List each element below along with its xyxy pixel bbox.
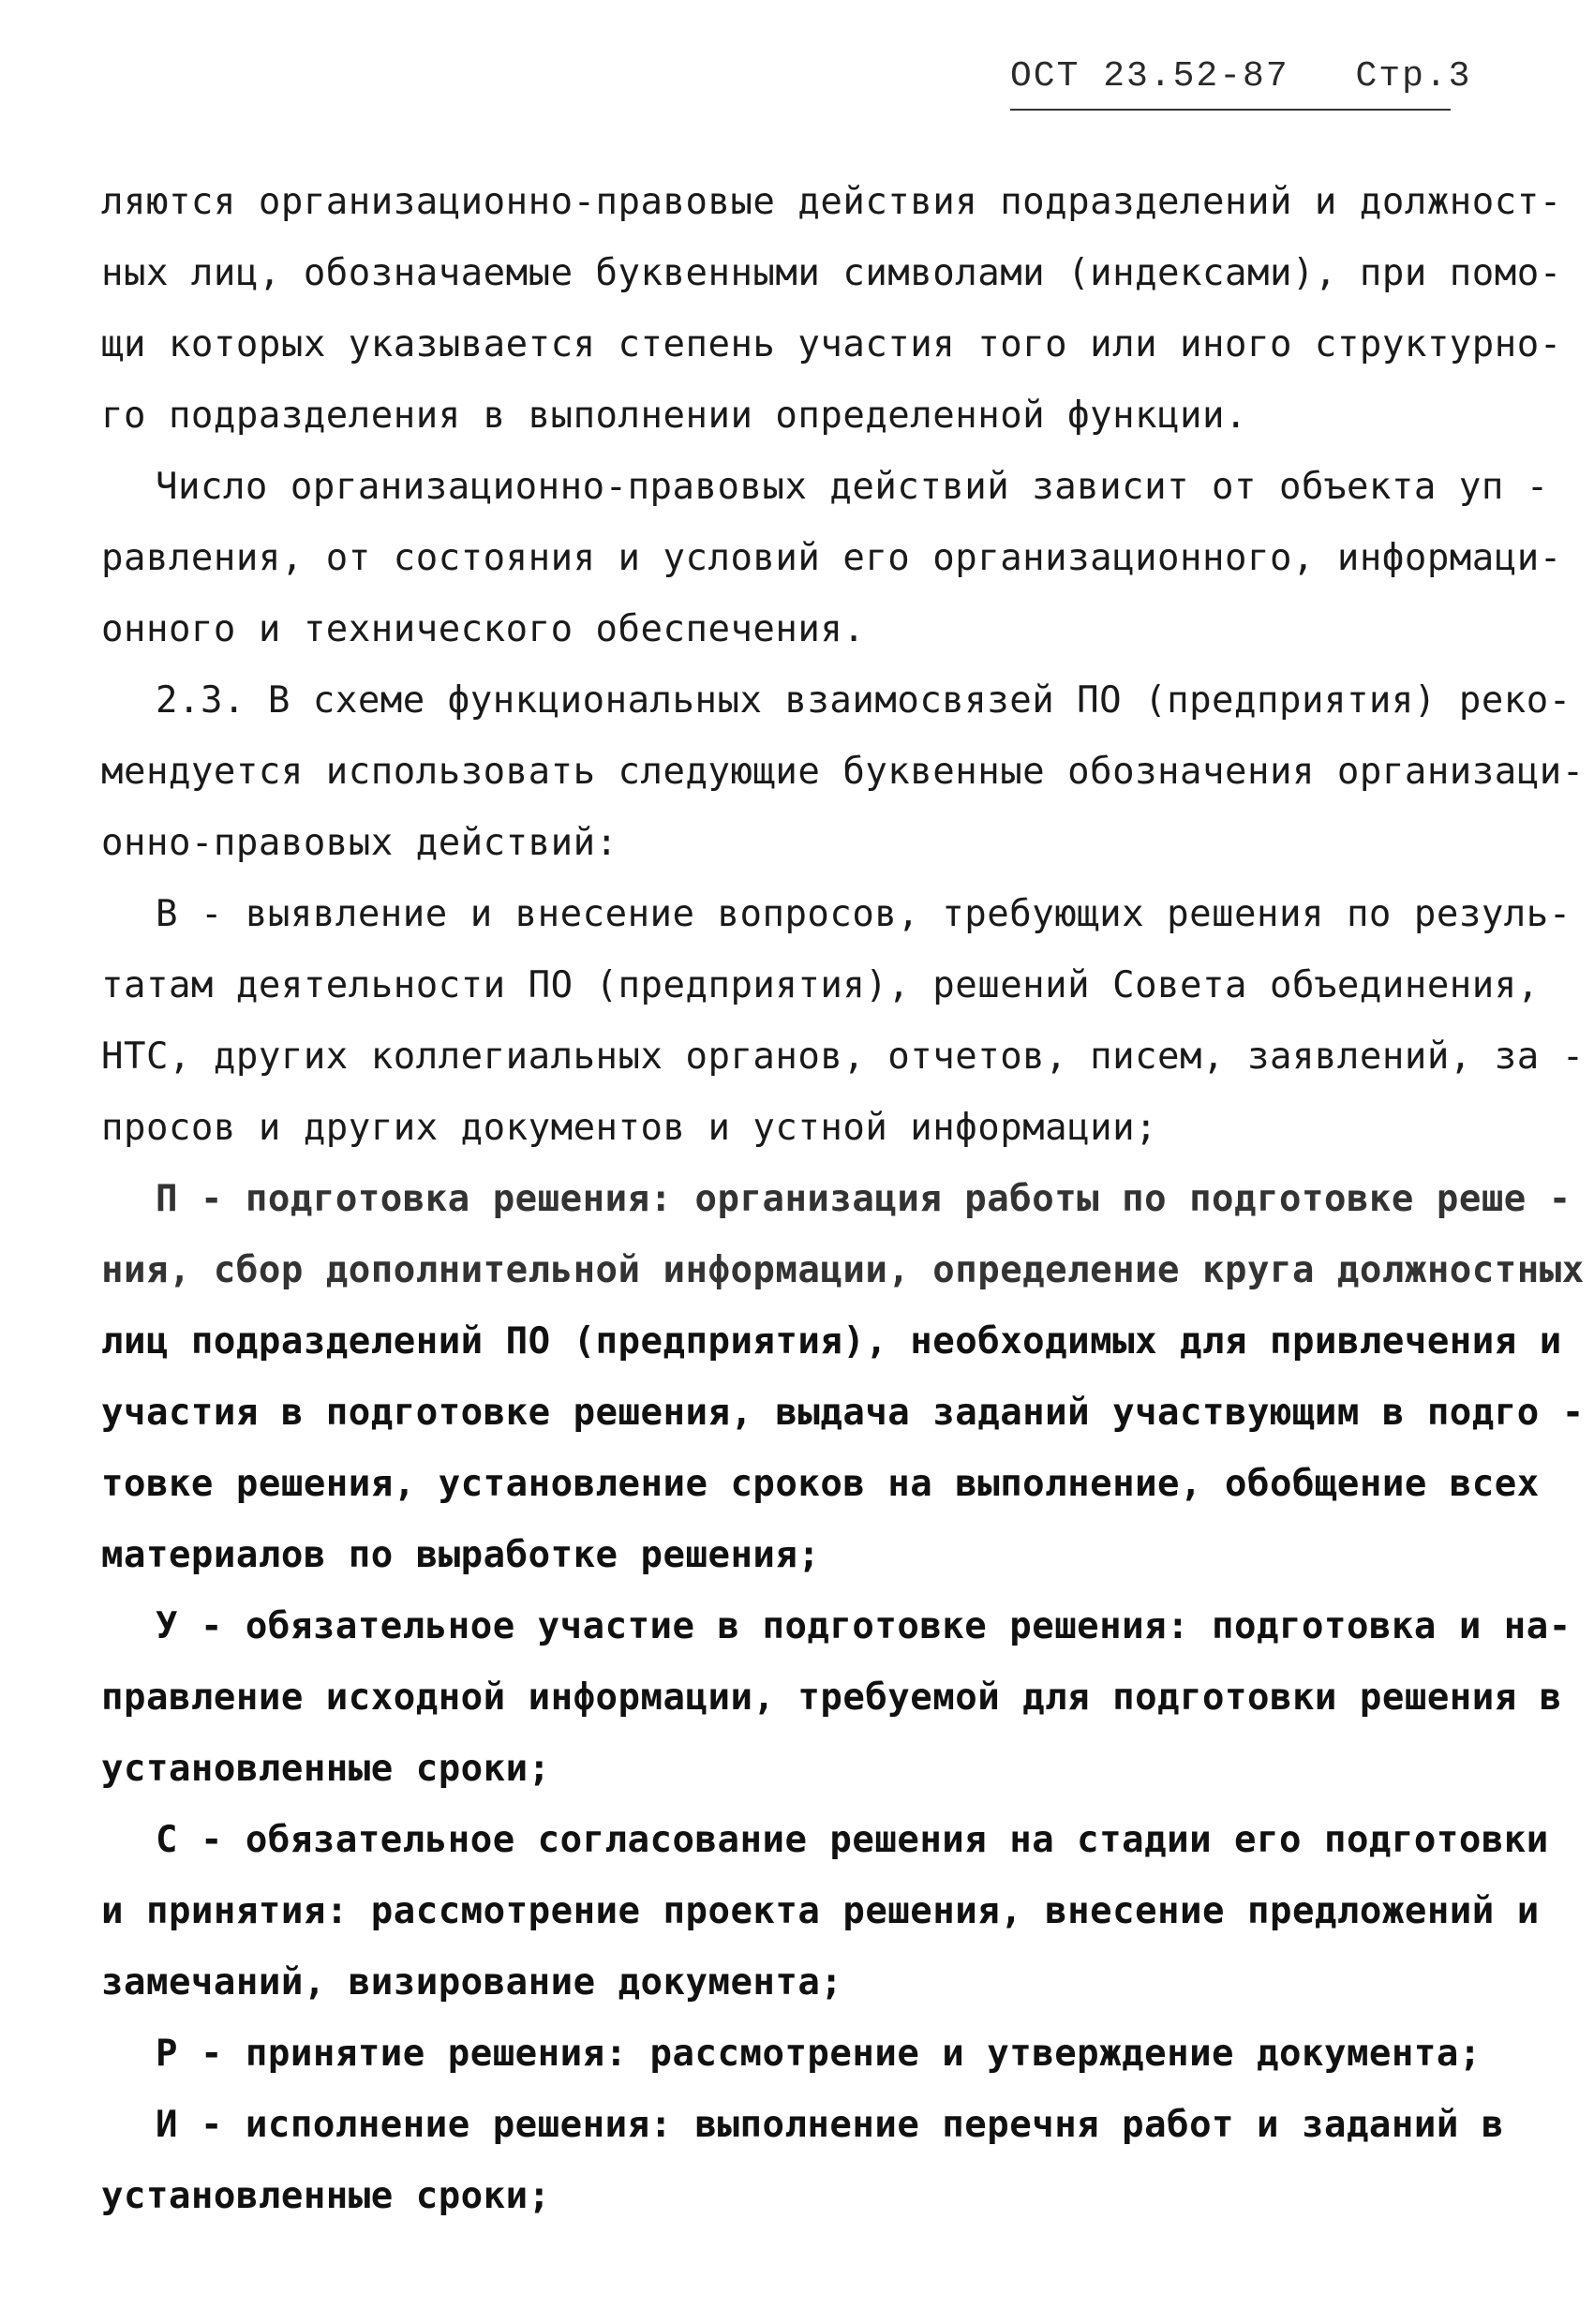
text-line: Число организационно-правовых действий зависит от объекта уп - <box>156 466 1549 508</box>
section-heading-line: 2.3. В схеме функциональных взаимосвязей ПО (предприятия) реко- <box>156 679 1572 722</box>
document-body <box>101 167 1585 2232</box>
text-line: и принятия: рассмотрение проекта решения, внесение предложений и <box>101 1890 1540 1932</box>
text-line: ляются организационно-правовые действия подразделений и должност- <box>101 181 1562 223</box>
definition-line-r: Р - принятие решения: рассмотрение и утверждение документа; <box>156 2033 1482 2075</box>
text-line: правление исходной информации, требуемой для подготовки решения в <box>101 1676 1562 1719</box>
text-line: материалов по выработке решения; <box>101 1534 821 1576</box>
text-line: мендуется использовать следующие буквенные обозначения организаци- <box>101 751 1585 793</box>
text-line: онно-правовых действий: <box>101 822 618 864</box>
text-line: равления, от состояния и условий его организационного, информаци- <box>101 537 1562 579</box>
text-line: ния, сбор дополнительной информации, определение круга должностных <box>101 1249 1585 1291</box>
definition-line-v: В - выявление и внесение вопросов, требующих решения по резуль- <box>156 893 1572 935</box>
document-code: ОСТ 23.52-87 <box>1010 56 1289 97</box>
text-line: татам деятельности ПО (предприятия), решений Совета объединения, <box>101 964 1540 1006</box>
text-line: установленные сроки; <box>101 1748 551 1790</box>
text-line: лиц подразделений ПО (предприятия), необходимых для привлечения и <box>101 1320 1562 1363</box>
definition-line-u: У - обязательное участие в подготовке решения: подготовка и на- <box>156 1605 1572 1647</box>
page-number: Стр.3 <box>1355 56 1472 97</box>
text-line: НТС, других коллегиальных органов, отчетов, писем, заявлений, за - <box>101 1035 1585 1078</box>
text-line: товке решения, установление сроков на выполнение, обобщение всех <box>101 1463 1540 1505</box>
definition-line-s: С - обязательное согласование решения на стадии его подготовки <box>156 1819 1549 1861</box>
text-line: просов и других документов и устной информации; <box>101 1107 1158 1149</box>
text-line: замечаний, визирование документа; <box>101 1961 843 2004</box>
text-line: установленные сроки; <box>101 2175 551 2217</box>
page-header <box>1010 56 1472 111</box>
text-line: ных лиц, обозначаемые буквенными символами (индексами), при помо- <box>101 252 1562 294</box>
text-line: участия в подготовке решения, выдача заданий участвующим в подго - <box>101 1392 1585 1434</box>
text-line: щи которых указывается степень участия того или иного структурно- <box>101 323 1562 365</box>
text-line: го подразделения в выполнении определенной функции. <box>101 395 1247 437</box>
definition-line-p: П - подготовка решения: организация работы по подготовке реше - <box>156 1178 1572 1220</box>
definition-line-i: И - исполнение решения: выполнение перечня работ и заданий в <box>156 2104 1504 2146</box>
text-line: онного и технического обеспечения. <box>101 608 866 650</box>
